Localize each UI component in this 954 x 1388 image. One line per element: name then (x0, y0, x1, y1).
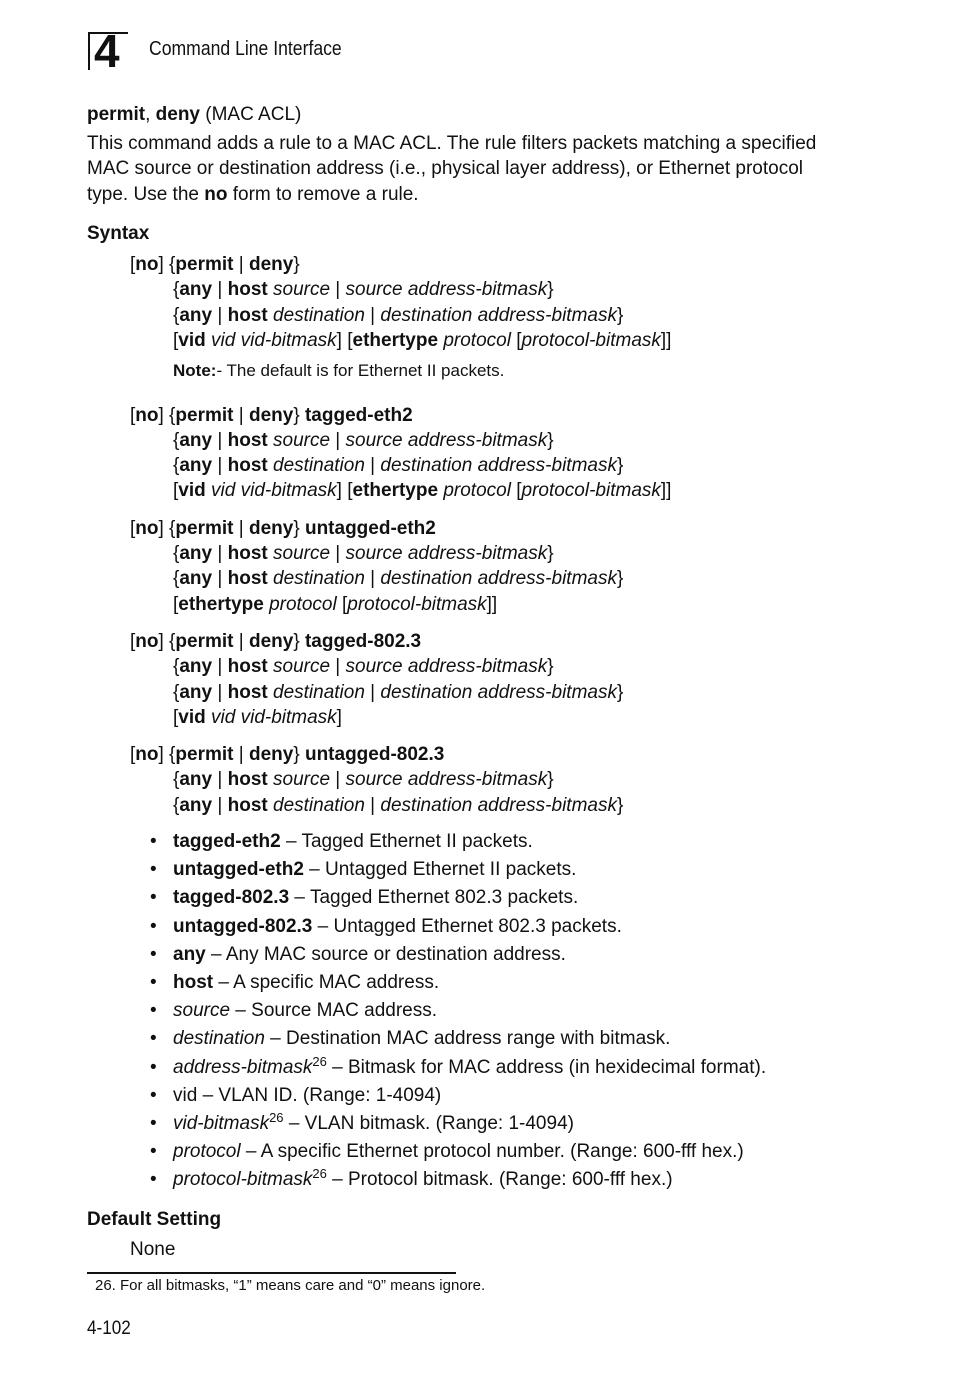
list-item: • source – Source MAC address. (150, 997, 766, 1025)
bullet-icon: • (150, 971, 157, 993)
command-context: (MAC ACL) (200, 104, 302, 125)
bullet-icon: • (150, 1112, 157, 1134)
note-text: - The default is for Ethernet II packets. (216, 361, 505, 380)
bullet-icon: • (150, 1084, 157, 1106)
command-description (87, 131, 827, 207)
syntax-line-3-destination: {any | host destination | destination address-bitmask} (173, 568, 624, 589)
syntax-line-5-head: [no] {permit | deny} untagged-802.3 (130, 744, 445, 765)
syntax-line-2-destination: {any | host destination | destination address-bitmask} (173, 455, 624, 476)
syntax-line-3-source: {any | host source | source address-bitmask} (173, 543, 554, 564)
command-title (87, 104, 301, 126)
chapter-marker-rule-vertical (88, 32, 90, 70)
syntax-line-1-destination: {any | host destination | destination address-bitmask} (173, 305, 624, 326)
command-comma: , (145, 104, 156, 125)
syntax-line-1-source: {any | host source | source address-bitmask} (173, 279, 554, 300)
bullet-icon: • (150, 943, 157, 965)
running-header-title: Command Line Interface (149, 38, 342, 60)
list-item: • vid – VLAN ID. (Range: 1-4094) (150, 1082, 766, 1110)
list-item: • host – A specific MAC address. (150, 969, 766, 997)
syntax-line-4-options: [vid vid vid-bitmask] (173, 707, 342, 728)
syntax-line-3-options: [ethertype protocol [protocol-bitmask]] (173, 594, 498, 615)
syntax-heading: Syntax (87, 223, 150, 244)
syntax-line-1-options: [vid vid vid-bitmask] [ethertype protocol [protocol-bitmask]] (173, 330, 672, 351)
list-item: • any – Any MAC source or destination address. (150, 941, 766, 969)
footnote-divider (87, 1272, 456, 1274)
bullet-icon: • (150, 1000, 157, 1022)
syntax-line-2-options: [vid vid vid-bitmask] [ethertype protocol [protocol-bitmask]] (173, 480, 672, 501)
list-item: • protocol-bitmask$^{26}$ – Protocol bitmask. (Range: 600-fff hex.) (150, 1166, 766, 1194)
syntax-line-3-head: [no] {permit | deny} untagged-eth2 (130, 518, 436, 539)
list-item: • protocol – A specific Ethernet protocol number. (Range: 600-fff hex.) (150, 1138, 766, 1166)
bullet-icon: • (150, 1056, 157, 1078)
intro-text-1: This command adds a rule to a MAC ACL. The rule filters packets matching a specified MAC source or destination address (i.e., physical layer address), or Ethernet protocol type. Use the (87, 133, 817, 205)
list-item: • tagged-eth2 – Tagged Ethernet II packets. (150, 828, 766, 856)
default-setting-heading: Default Setting (87, 1209, 222, 1230)
list-item: • untagged-802.3 – Untagged Ethernet 802.3 packets. (150, 913, 766, 941)
bullet-icon: • (150, 1169, 157, 1191)
command-deny: deny (155, 104, 200, 125)
footnote-ref: 26 (312, 1166, 327, 1182)
note-label: Note: (173, 361, 217, 380)
footnote-ref: 26 (269, 1109, 284, 1125)
bullet-icon: • (150, 1028, 157, 1050)
list-item: • address-bitmask$^{26}$ – Bitmask for MAC address (in hexidecimal format). (150, 1054, 766, 1082)
syntax-line-4-source: {any | host source | source address-bitmask} (173, 656, 554, 677)
syntax-note (173, 361, 504, 381)
syntax-line-4-head: [no] {permit | deny} tagged-802.3 (130, 631, 422, 652)
bullet-icon: • (150, 887, 157, 909)
bullet-icon: • (150, 915, 157, 937)
command-permit: permit (87, 104, 146, 125)
bullet-icon: • (150, 831, 157, 852)
chapter-marker (88, 25, 128, 77)
syntax-line-2-head: [no] {permit | deny} tagged-eth2 (130, 405, 413, 426)
list-item: • destination – Destination MAC address range with bitmask. (150, 1025, 766, 1053)
footnote: 26. For all bitmasks, “1” means care and “0” means ignore. (95, 1277, 486, 1294)
list-item: • tagged-802.3 – Tagged Ethernet 802.3 packets. (150, 884, 766, 912)
bullet-icon: • (150, 1141, 157, 1163)
syntax-line-4-destination: {any | host destination | destination address-bitmask} (173, 682, 624, 703)
syntax-line-5-source: {any | host source | source address-bitmask} (173, 769, 554, 790)
syntax-line-1-head: [no] {permit | deny} (130, 254, 300, 275)
footnote-ref: 26 (312, 1053, 327, 1069)
intro-no-keyword: no (204, 183, 228, 205)
parameter-list (150, 828, 766, 1194)
list-item: • vid-bitmask$^{26}$ – VLAN bitmask. (Range: 1-4094) (150, 1110, 766, 1138)
syntax-line-2-source: {any | host source | source address-bitmask} (173, 430, 554, 451)
page-number: 4-102 (87, 1318, 131, 1339)
default-setting-value: None (130, 1239, 176, 1260)
list-item: • untagged-eth2 – Untagged Ethernet II packets. (150, 856, 766, 884)
chapter-number: 4 (94, 25, 120, 77)
bullet-icon: • (150, 859, 157, 881)
syntax-line-5-destination: {any | host destination | destination address-bitmask} (173, 795, 624, 816)
intro-text-2: form to remove a rule. (227, 183, 419, 205)
